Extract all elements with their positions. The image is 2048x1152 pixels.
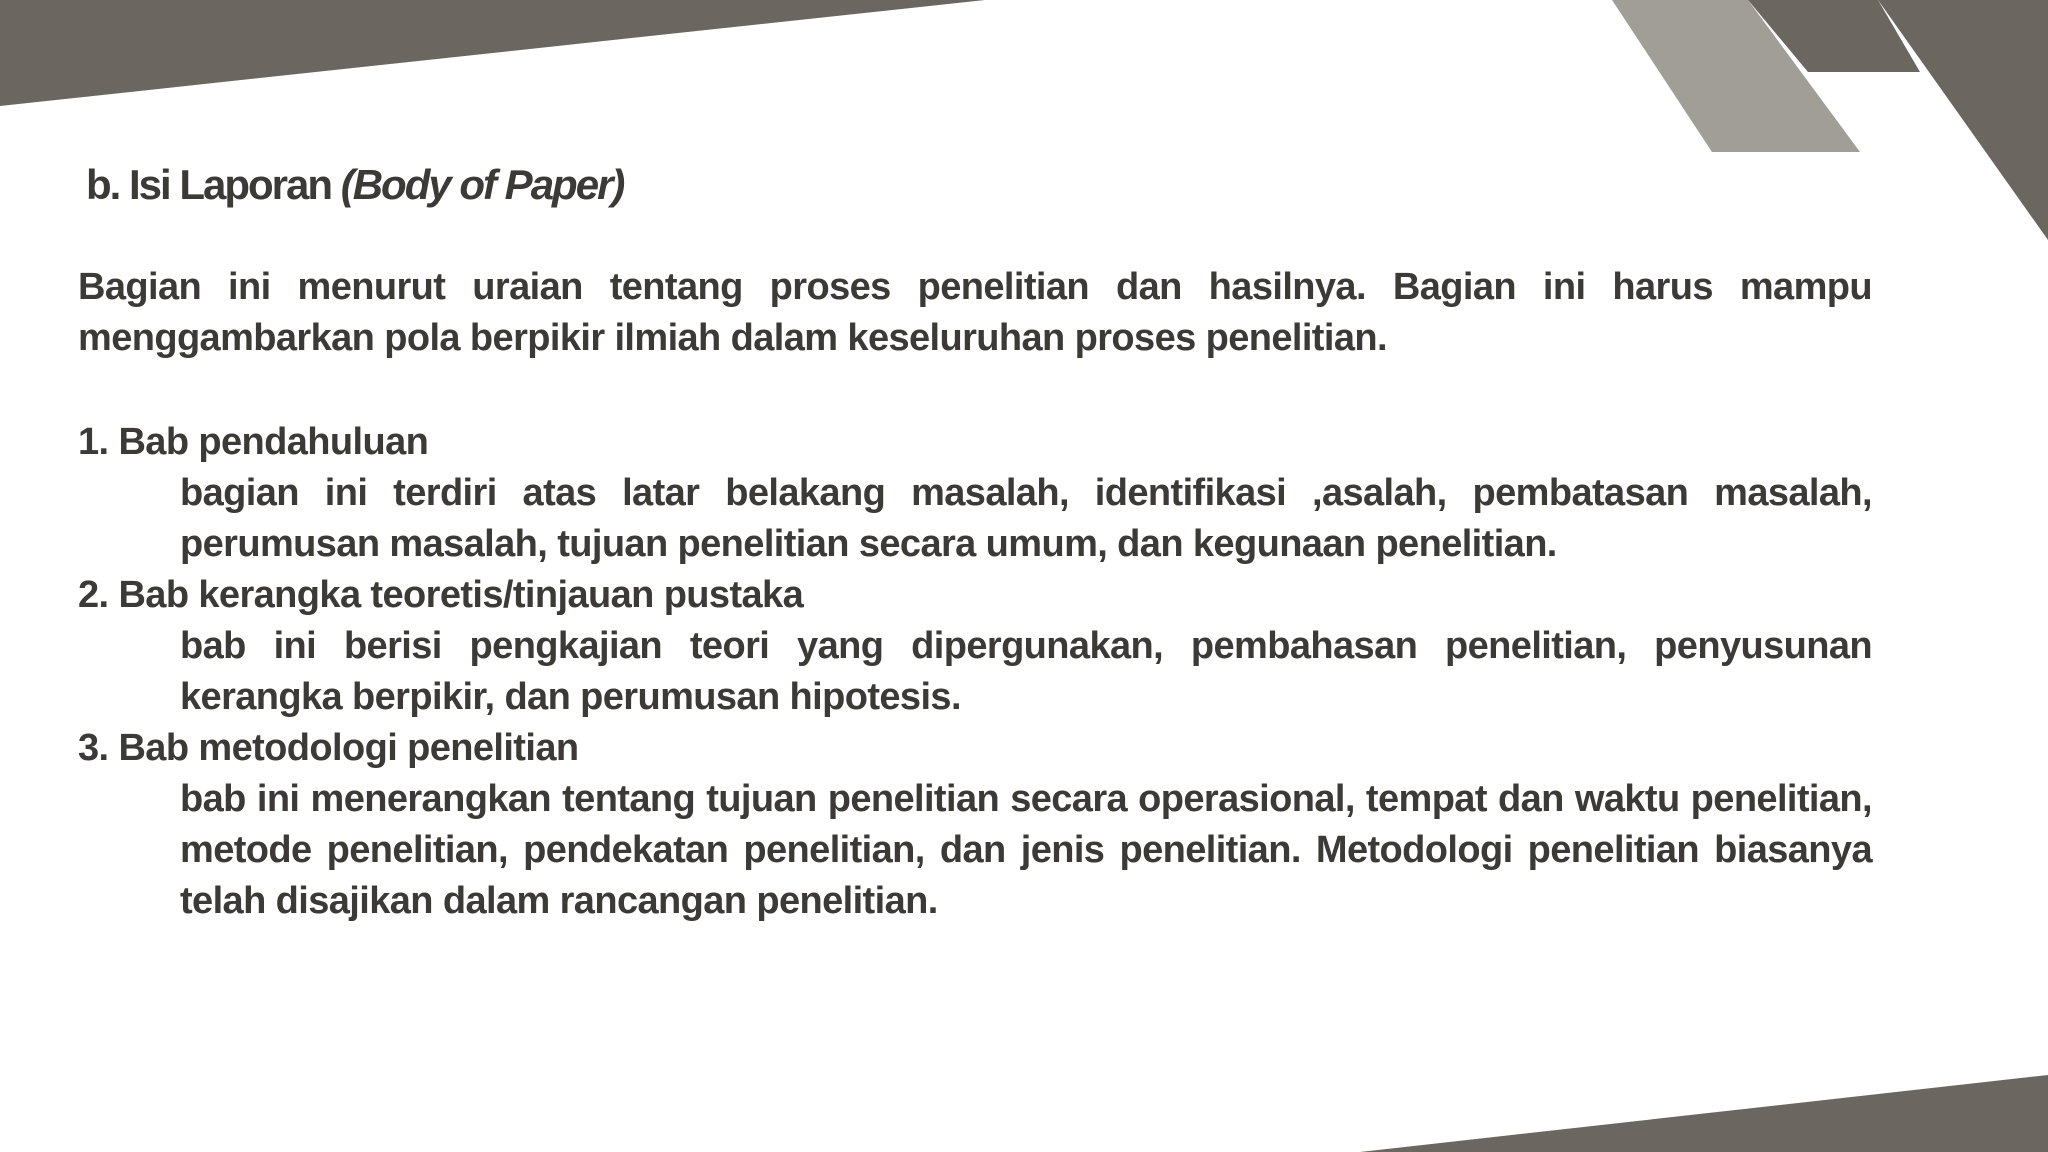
item-1-heading: 1. Bab pendahuluan [78, 421, 429, 463]
right-edge-dark-band [1878, 0, 2048, 240]
item-2-description: bab ini berisi pengkajian teori yang dipergunakan, pembahasan penelitian, penyusunan kerangka berpikir, dan perumusan hipotesis. [180, 625, 1872, 718]
slide-title-italic: (Body of Paper) [340, 161, 624, 208]
intro-paragraph: Bagian ini menurut uraian tentang proses penelitian dan hasilnya. Bagian ini harus mampu menggambarkan pola berpikir ilmiah dalam keseluruhan proses penelitian. [78, 266, 1872, 359]
slide-title [86, 156, 623, 214]
top-left-dark-band [0, 0, 985, 106]
item-3-description: bab ini menerangkan tentang tujuan penelitian secara operasional, tempat dan waktu penelitian, metode penelitian, pendekatan penelitian, dan jenis penelitian. Metodologi penelitian biasanya telah disajikan dalam rancangan penelitian. [180, 778, 1872, 922]
item-1-description: bagian ini terdiri atas latar belakang masalah, identifikasi ,asalah, pembatasan masalah, perumusan masalah, tujuan penelitian secara umum, dan kegunaan penelitian. [180, 472, 1872, 565]
bottom-right-dark-band [1360, 1075, 2048, 1152]
slide-title-text: b. Isi Laporan [86, 161, 341, 208]
item-3-heading: 3. Bab metodologi penelitian [78, 727, 579, 769]
item-2-heading: 2. Bab kerangka teoretis/tinjauan pustaka [78, 574, 804, 616]
